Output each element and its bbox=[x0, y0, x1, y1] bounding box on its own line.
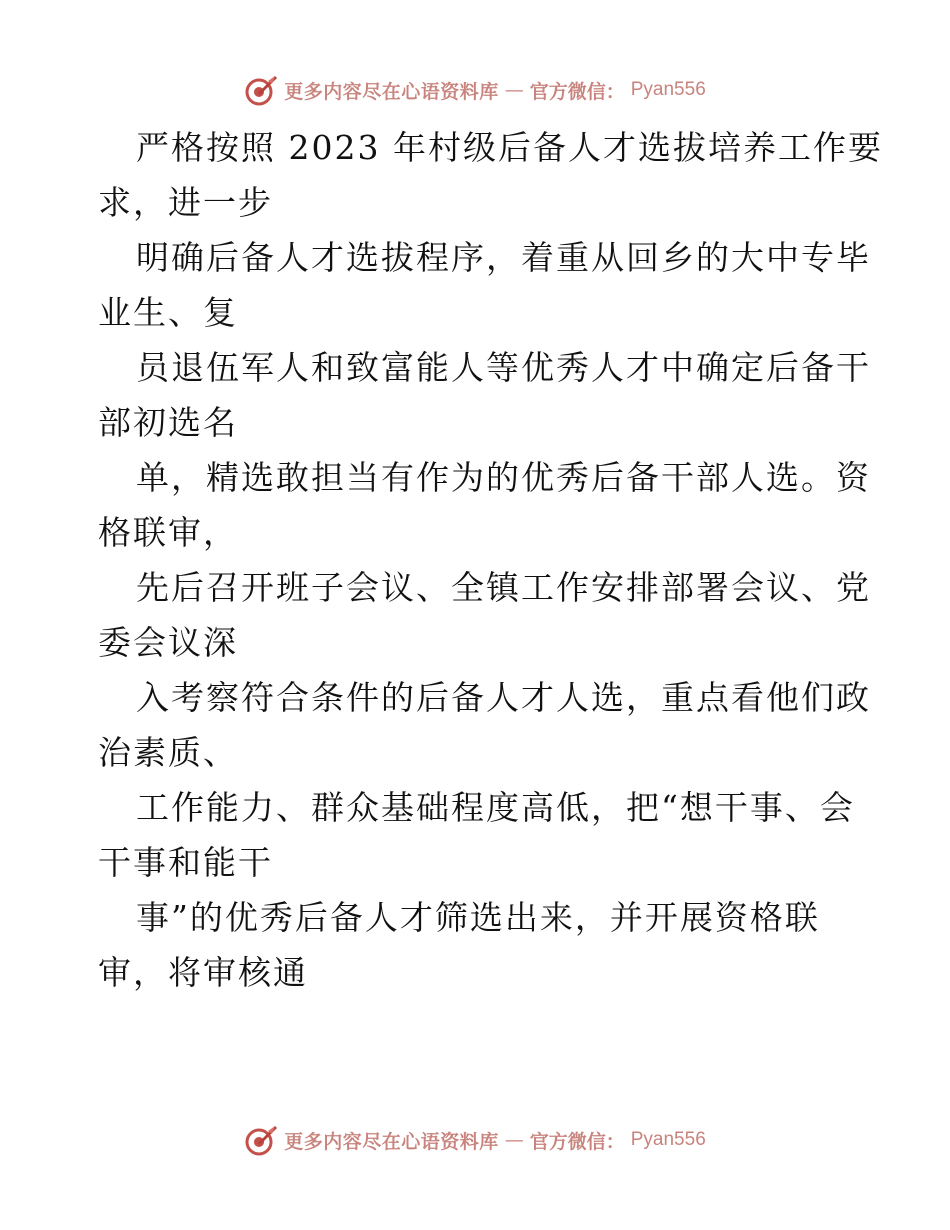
paragraph bbox=[98, 230, 871, 340]
header-watermark bbox=[0, 72, 950, 108]
paragraph-line-2: 干事和能干 bbox=[98, 843, 273, 882]
paragraph-line-1: 事”的优秀后备人才筛选出来，并开展资格联 bbox=[136, 898, 820, 937]
paragraph bbox=[98, 120, 883, 230]
paragraph-line-2: 审，将审核通 bbox=[98, 953, 308, 992]
quill-logo-icon bbox=[244, 1123, 278, 1157]
paragraph-line-2: 部初选名 bbox=[98, 403, 238, 442]
watermark-dash: — bbox=[504, 1129, 524, 1151]
paragraph-line-2: 治素质、 bbox=[98, 733, 238, 772]
document-body bbox=[98, 120, 883, 1000]
paragraph-line-1: 严格按照 2023 年村级后备人才选拔培养工作要 bbox=[136, 128, 883, 167]
paragraph-line-2: 委会议深 bbox=[98, 623, 238, 662]
watermark-wechat-label: 官方微信： bbox=[529, 1130, 625, 1153]
watermark-wechat-id: Pyan556 bbox=[630, 1129, 706, 1150]
watermark-dash: — bbox=[504, 79, 524, 101]
paragraph-line-2: 业生、复 bbox=[98, 293, 238, 332]
paragraph bbox=[98, 450, 871, 560]
paragraph-line-2: 求，进一步 bbox=[98, 183, 273, 222]
watermark-site-text: 更多内容尽在心语资料库 bbox=[284, 1130, 499, 1153]
paragraph-line-1: 先后召开班子会议、全镇工作安排部署会议、党 bbox=[136, 568, 871, 607]
paragraph bbox=[98, 780, 858, 890]
watermark-site-text: 更多内容尽在心语资料库 bbox=[284, 80, 499, 103]
paragraph-line-1: 员退伍军人和致富能人等优秀人才中确定后备干 bbox=[136, 348, 871, 387]
watermark-wechat-id: Pyan556 bbox=[630, 79, 706, 100]
paragraph-line-1: 工作能力、群众基础程度高低，把“想干事、会 bbox=[136, 788, 855, 827]
quill-logo-icon bbox=[244, 73, 278, 107]
footer-watermark bbox=[0, 1122, 950, 1158]
paragraph bbox=[98, 670, 871, 780]
paragraph-line-1: 明确后备人才选拔程序，着重从回乡的大中专毕 bbox=[136, 238, 871, 277]
paragraph-line-1: 入考察符合条件的后备人才人选，重点看他们政 bbox=[136, 678, 871, 717]
paragraph bbox=[98, 560, 871, 670]
paragraph bbox=[98, 340, 871, 450]
paragraph bbox=[98, 890, 858, 1000]
paragraph-line-2: 格联审， bbox=[98, 513, 238, 552]
watermark-wechat-label: 官方微信： bbox=[529, 80, 625, 103]
paragraph-line-1: 单，精选敢担当有作为的优秀后备干部人选。资 bbox=[136, 458, 871, 497]
